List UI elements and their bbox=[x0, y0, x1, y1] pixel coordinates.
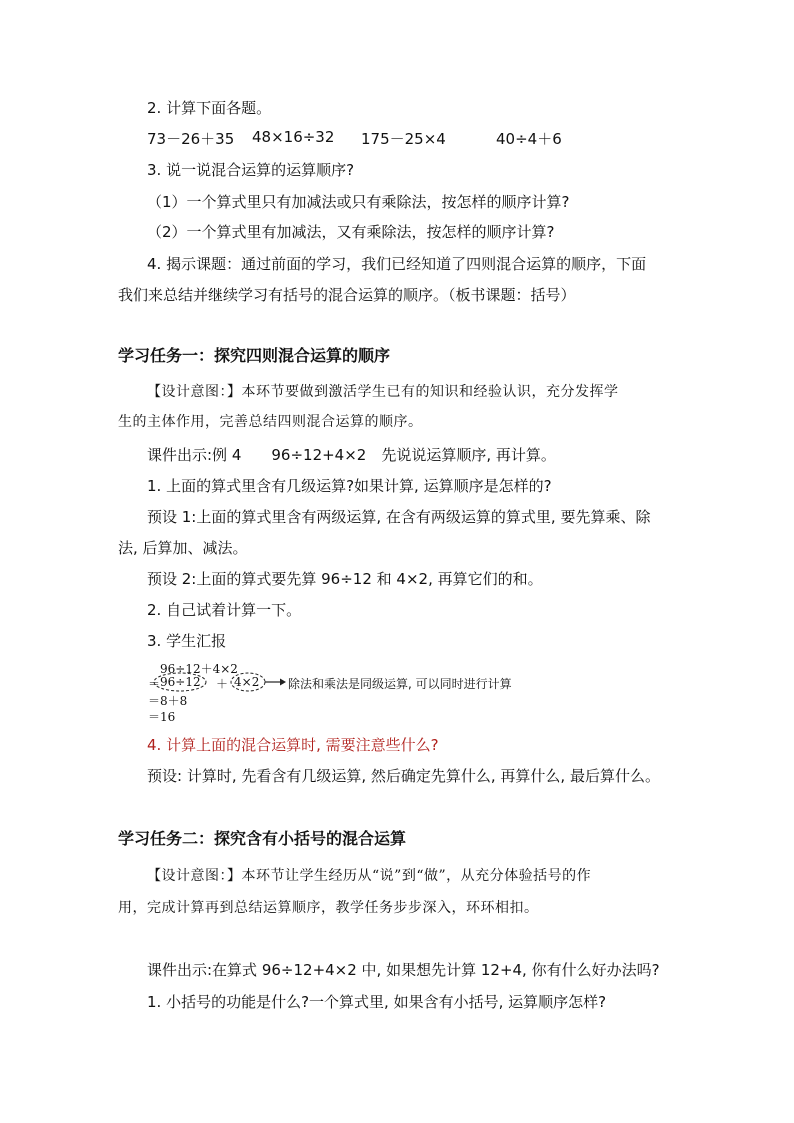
expression-1: 73－26＋35 bbox=[147, 130, 235, 148]
q3-sub2: （2）一个算式里有加减法，又有乘除法，按怎样的顺序计算? bbox=[147, 223, 555, 241]
task1-preset3: 预设: 计算时, 先看含有几级运算, 然后确定先算什么, 再算什么, 最后算什么。 bbox=[147, 767, 660, 785]
task2-heading: 学习任务二：探究含有小括号的混合运算 bbox=[118, 829, 407, 848]
expression-4: 40÷4＋6 bbox=[496, 130, 562, 148]
arrow-head bbox=[280, 679, 286, 686]
task2-design-line1: 【设计意图：】本环节让学生经历从“说”到“做”，从充分体验括号的作 bbox=[147, 868, 592, 884]
task2-design-line2: 用，完成计算再到总结运算顺序，教学任务步步深入，环环相扣。 bbox=[118, 900, 539, 916]
task1-design-line1: 【设计意图：】本环节要做到激活学生已有的知识和经验认识，充分发挥学 bbox=[147, 384, 619, 400]
calc-term2: 4×2 bbox=[234, 675, 260, 689]
calc-line4: ＝16 bbox=[148, 710, 176, 724]
q4-line1: 4. 揭示课题：通过前面的学习，我们已经知道了四则混合运算的顺序，下面 bbox=[147, 255, 647, 273]
q4-line2: 我们来总结并继续学习有括号的混合运算的顺序。（板书课题：括号） bbox=[118, 286, 576, 304]
task1-courseware: 课件出示:例 4 96÷12+4×2 先说说运算顺序, 再计算。 bbox=[147, 446, 556, 464]
task1-q2: 2. 自己试着计算一下。 bbox=[147, 601, 302, 619]
calc-eq1-prefix: ＝ bbox=[148, 677, 161, 691]
expression-2: 48×16÷32 bbox=[252, 128, 335, 146]
task1-preset1-line2: 法, 后算加、减法。 bbox=[118, 539, 248, 557]
calc-line1: 96÷12＋4×2 bbox=[160, 662, 238, 676]
calc-note: 除法和乘法是同级运算, 可以同时进行计算 bbox=[288, 677, 512, 691]
calc-plus: ＋ bbox=[216, 677, 229, 691]
task1-preset1-line1: 预设 1:上面的算式里含有两级运算, 在含有两级运算的算式里, 要先算乘、除 bbox=[147, 508, 651, 526]
task2-courseware: 课件出示:在算式 96÷12+4×2 中, 如果想先计算 12+4, 你有什么好办法吗? bbox=[147, 961, 660, 979]
task1-q1: 1. 上面的算式里含有几级运算?如果计算, 运算顺序是怎样的? bbox=[147, 477, 552, 495]
calc-term1: 96÷12 bbox=[160, 675, 201, 689]
q2-title: 2. 计算下面各题。 bbox=[147, 99, 272, 117]
task1-q3: 3. 学生汇报 bbox=[147, 632, 227, 650]
calc-line3: ＝8＋8 bbox=[148, 694, 188, 708]
task1-design-line2: 生的主体作用，完善总结四则混合运算的顺序。 bbox=[118, 414, 423, 430]
q3-title: 3. 说一说混合运算的运算顺序? bbox=[147, 161, 355, 179]
calculation-figure bbox=[148, 660, 568, 726]
q3-sub1: （1）一个算式里只有加减法或只有乘除法，按怎样的顺序计算? bbox=[147, 193, 570, 211]
task1-heading: 学习任务一：探究四则混合运算的顺序 bbox=[118, 346, 391, 365]
expression-3: 175－25×4 bbox=[361, 130, 446, 148]
task1-q4: 4. 计算上面的混合运算时, 需要注意些什么? bbox=[147, 736, 439, 754]
task2-q1: 1. 小括号的功能是什么?一个算式里, 如果含有小括号, 运算顺序怎样? bbox=[147, 993, 607, 1011]
task1-preset2: 预设 2:上面的算式要先算 96÷12 和 4×2, 再算它们的和。 bbox=[147, 570, 543, 588]
